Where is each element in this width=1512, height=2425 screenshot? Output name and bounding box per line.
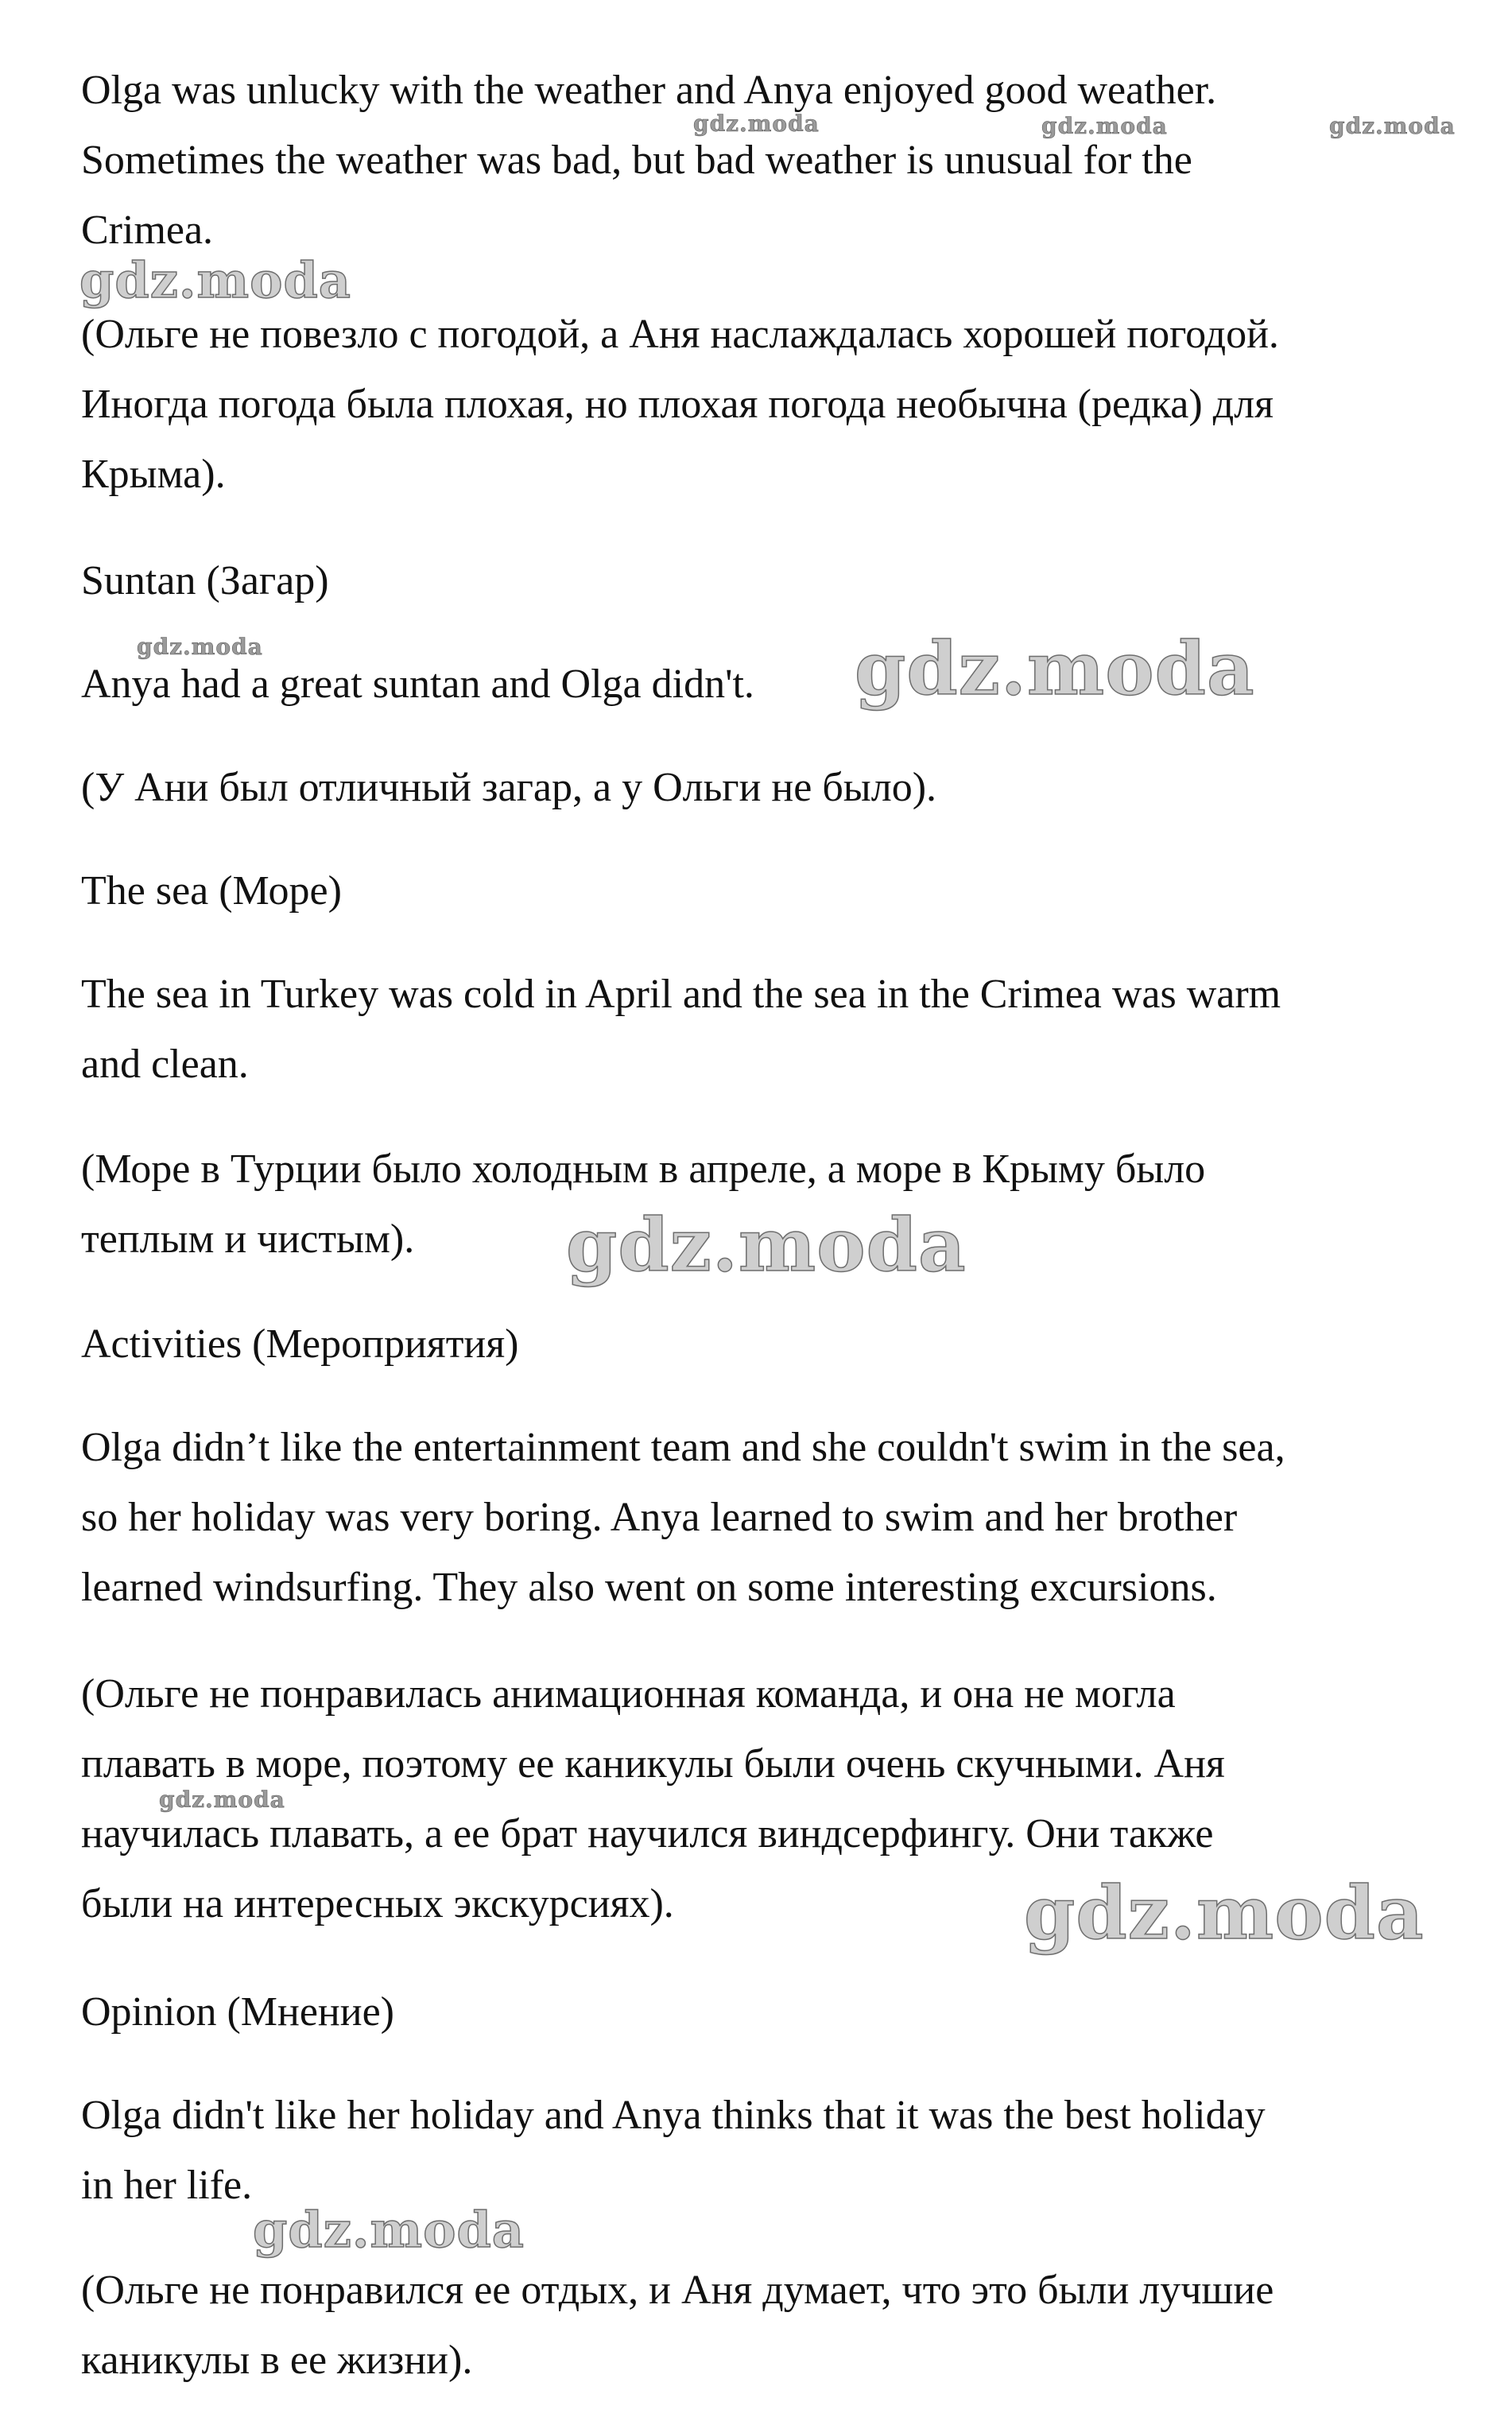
text-line: and clean. [81, 1042, 249, 1087]
paragraph-sea-ru [81, 1135, 1480, 1275]
paragraph-suntan-en [81, 650, 1480, 720]
text-line: Иногда погода была плохая, но плохая погода необычна (редка) для [81, 382, 1274, 427]
heading-opinion [81, 1977, 1480, 2047]
heading-sea [81, 856, 1480, 926]
text-line: in her life. [81, 2163, 253, 2208]
watermark: gdz.moda [693, 111, 820, 137]
text-line: каникулы в ее жизни). [81, 2338, 473, 2383]
paragraph-weather-en [81, 56, 1480, 266]
paragraph-suntan-ru [81, 753, 1480, 823]
paragraph-opinion-en [81, 2081, 1480, 2221]
watermark: gdz.moda [1041, 113, 1168, 139]
paragraph-sea-en [81, 960, 1480, 1100]
watermark: gdz.moda [137, 634, 263, 660]
watermark: gdz.moda [855, 626, 1255, 712]
paragraph-opinion-ru [81, 2256, 1480, 2396]
text-line: Anya had a great suntan and Olga didn't. [81, 662, 754, 707]
text-line: научилась плавать, а ее брат научился виндсерфингу. Они также [81, 1811, 1214, 1857]
paragraph-weather-ru [81, 300, 1480, 510]
text-line: (Ольге не повезло с погодой, а Аня наслаждалась хорошей погодой. [81, 312, 1279, 357]
heading-text: Suntan (Загар) [81, 558, 329, 603]
watermark: gdz.moda [159, 1787, 285, 1813]
heading-suntan [81, 546, 1480, 616]
text-line: (Ольге не понравилась анимационная команда, и она не могла [81, 1671, 1176, 1717]
text-line: Крыма). [81, 452, 226, 497]
text-line: Crimea. [81, 208, 214, 253]
heading-text: Activities (Мероприятия) [81, 1321, 519, 1367]
text-line: (У Ани был отличный загар, а у Ольги не было). [81, 765, 937, 810]
text-line: были на интересных экскурсиях). [81, 1881, 674, 1926]
heading-text: Opinion (Мнение) [81, 1989, 394, 2035]
text-line: Olga didn't like her holiday and Anya thinks that it was the best holiday [81, 2093, 1266, 2138]
text-line: плавать в море, поэтому ее каникулы были очень скучными. Аня [81, 1741, 1225, 1787]
text-line: Olga was unlucky with the weather and Anya enjoyed good weather. [81, 68, 1217, 113]
text-line: Sometimes the weather was bad, but bad weather is unusual for the [81, 138, 1192, 183]
watermark: gdz.moda [79, 251, 351, 309]
watermark: gdz.moda [1024, 1870, 1425, 1956]
watermark: gdz.moda [1329, 113, 1456, 139]
text-line: The sea in Turkey was cold in April and the sea in the Crimea was warm [81, 972, 1281, 1017]
paragraph-activities-ru [81, 1659, 1480, 1939]
text-line: so her holiday was very boring. Anya learned to swim and her brother [81, 1495, 1238, 1540]
text-line: теплым и чистым). [81, 1216, 415, 1262]
text-line: (Море в Турции было холодным в апреле, а море в Крыму было [81, 1147, 1206, 1192]
paragraph-activities-en [81, 1413, 1480, 1623]
watermark: gdz.moda [566, 1202, 967, 1288]
watermark: gdz.moda [253, 2201, 525, 2259]
text-line: Olga didn’t like the entertainment team and she couldn't swim in the sea, [81, 1425, 1285, 1470]
heading-activities [81, 1310, 1480, 1379]
text-line: (Ольге не понравился ее отдых, и Аня думает, что это были лучшие [81, 2268, 1274, 2313]
heading-text: The sea (Море) [81, 868, 342, 914]
text-line: learned windsurfing. They also went on some interesting excursions. [81, 1565, 1217, 1610]
